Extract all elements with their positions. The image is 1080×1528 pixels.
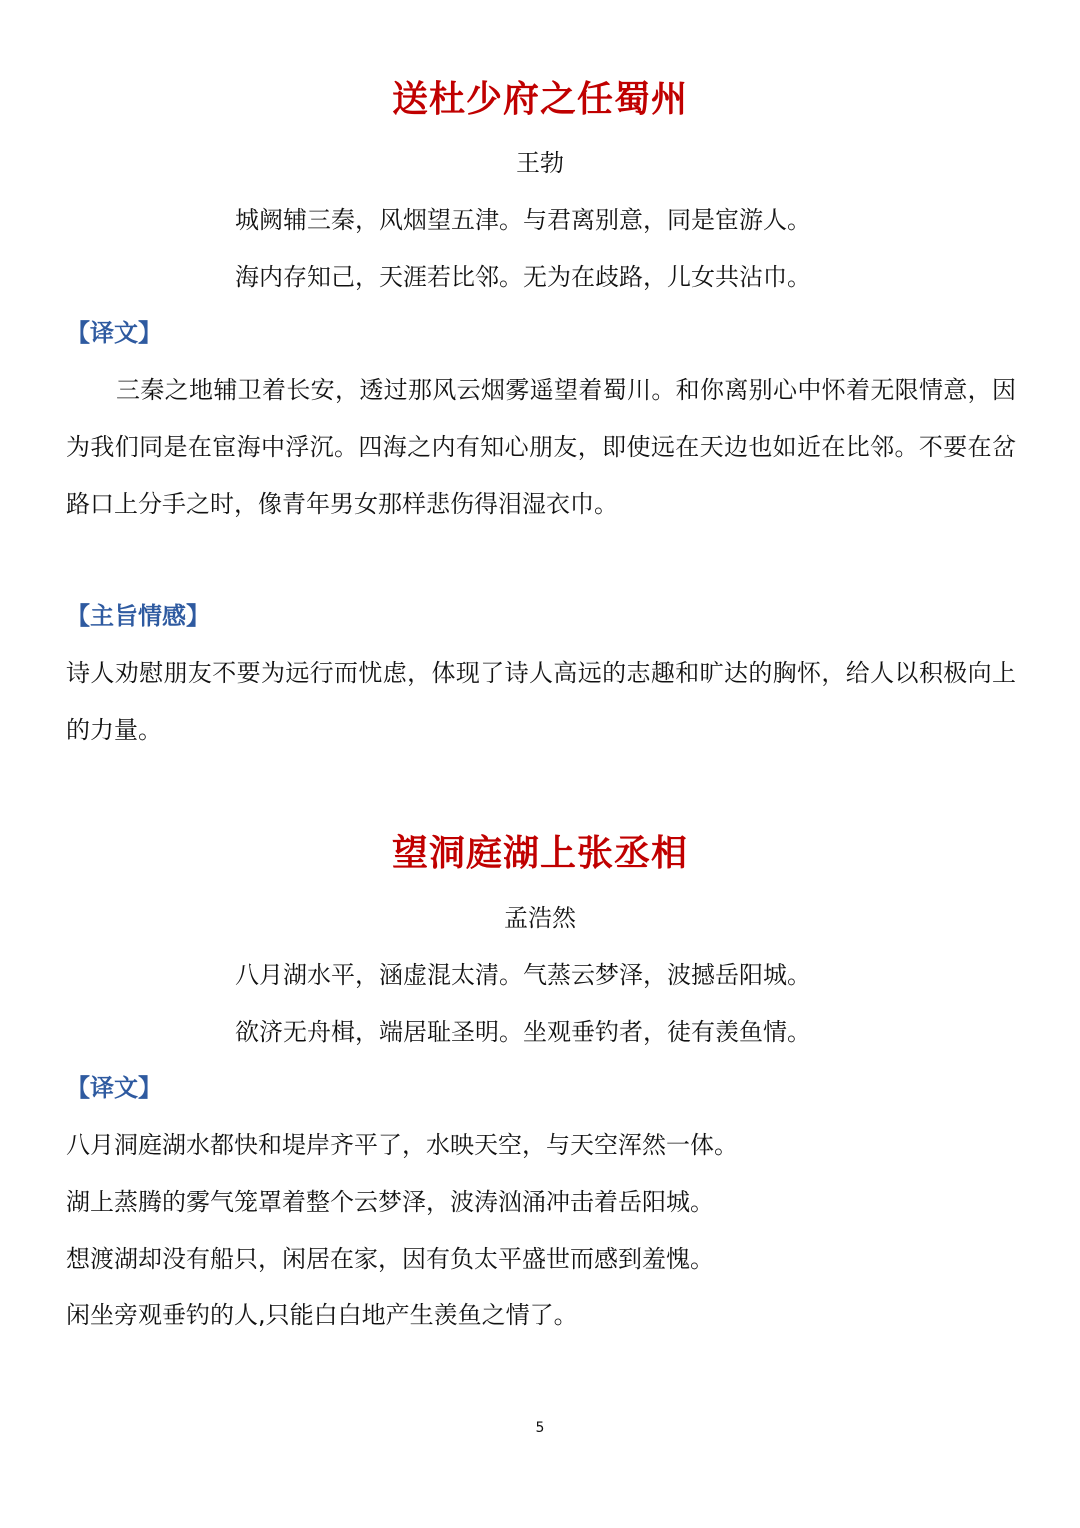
translation-line: 想渡湖却没有船只，闲居在家，因有负太平盛世而感到羞愧。 xyxy=(66,1245,714,1273)
translation-paragraph: 三秦之地辅卫着长安，透过那风云烟雾遥望着蜀川。和你离别心中怀着无限情意，因为我们同是在宦海中浮沉。四海之内有知心朋友，即使远在天边也如近在比邻。不要在岔路口上分手之时，像青年男女那样悲伤得泪湿衣巾。 xyxy=(66,376,1016,518)
translation-heading: 【译文】 xyxy=(66,1074,162,1102)
theme-heading: 【主旨情感】 xyxy=(66,602,210,630)
poem-verse: 八月湖水平，涵虚混太清。气蒸云梦泽，波撼岳阳城。 xyxy=(235,961,811,989)
translation-line: 闲坐旁观垂钓的人,只能白白地产生羡鱼之情了。 xyxy=(66,1301,578,1329)
translation-line: 湖上蒸腾的雾气笼罩着整个云梦泽，波涛汹涌冲击着岳阳城。 xyxy=(66,1188,714,1216)
poem-verse: 海内存知己，天涯若比邻。无为在歧路，儿女共沾巾。 xyxy=(235,263,811,291)
poem-title: 送杜少府之任蜀州 xyxy=(391,79,688,120)
poem-verse: 欲济无舟楫，端居耻圣明。坐观垂钓者，徒有羡鱼情。 xyxy=(235,1018,811,1046)
translation-heading: 【译文】 xyxy=(66,319,162,347)
poem-author: 孟浩然 xyxy=(504,904,576,932)
translation-line: 八月洞庭湖水都快和堤岸齐平了，水映天空，与天空浑然一体。 xyxy=(66,1131,738,1159)
theme-paragraph: 诗人劝慰朋友不要为远行而忧虑，体现了诗人高远的志趣和旷达的胸怀，给人以积极向上的力量。 xyxy=(66,659,1016,744)
page-number: 5 xyxy=(535,1420,545,1436)
poem-author: 王勃 xyxy=(516,149,564,177)
poem-title: 望洞庭湖上张丞相 xyxy=(391,833,688,874)
poem-verse: 城阙辅三秦，风烟望五津。与君离别意，同是宦游人。 xyxy=(235,206,811,234)
